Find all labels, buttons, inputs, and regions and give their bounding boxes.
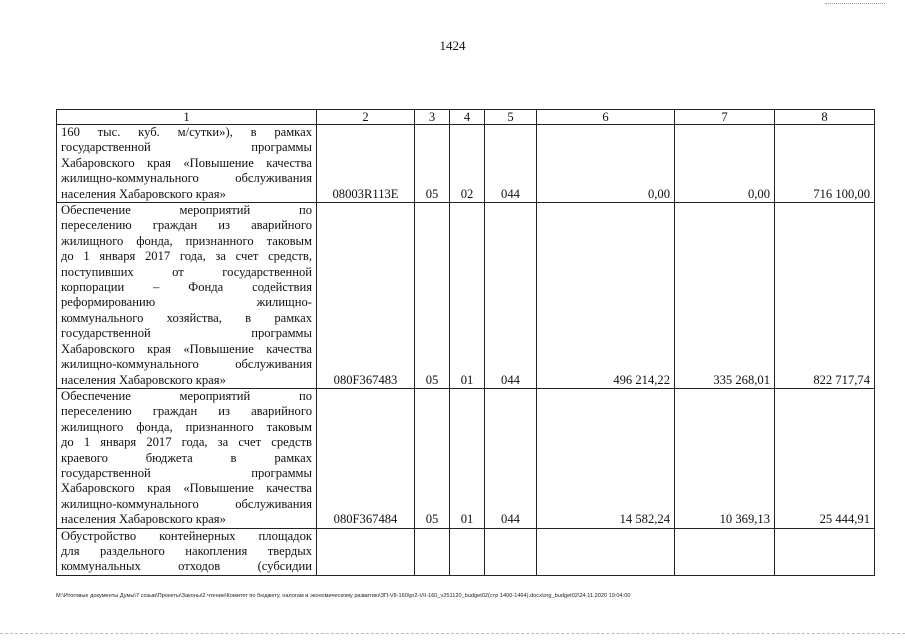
description-line: 160 тыс. куб. м/сутки»), в рамках bbox=[61, 125, 312, 139]
description-line: государственной программы bbox=[61, 465, 312, 480]
description-line: корпорации – Фонда содействия bbox=[61, 280, 312, 295]
description-line: до 1 января 2017 года, за счет средств, bbox=[61, 249, 312, 264]
column-header: 1 bbox=[57, 110, 317, 125]
column-header: 6 bbox=[537, 110, 675, 125]
description-line: жилищно-коммунального обслуживания bbox=[61, 357, 312, 372]
description-line: краевого бюджета в рамках bbox=[61, 450, 312, 465]
budget-table bbox=[56, 109, 875, 576]
amount-col-8: 822 717,74 bbox=[775, 203, 875, 389]
empty-cell bbox=[317, 528, 415, 575]
description-line: населения Хабаровского края» bbox=[61, 186, 226, 201]
description-line: поступивших от государственной bbox=[61, 264, 312, 279]
amount-col-7: 0,00 bbox=[675, 125, 775, 203]
page-edge-mark bbox=[825, 3, 885, 4]
description-line: населения Хабаровского края» bbox=[61, 512, 226, 527]
description-line: жилищно-коммунального обслуживания bbox=[61, 496, 312, 511]
empty-cell bbox=[415, 528, 450, 575]
column-header: 5 bbox=[485, 110, 537, 125]
table-row-continued bbox=[57, 528, 875, 575]
empty-cell bbox=[537, 528, 675, 575]
description-line: Обустройство контейнерных площадок bbox=[61, 528, 312, 543]
expense-type-code: 044 bbox=[485, 203, 537, 389]
subsection-code: 02 bbox=[450, 125, 485, 203]
description-line: государственной программы bbox=[61, 326, 312, 341]
description-line: коммунального хозяйства, в рамках bbox=[61, 310, 312, 325]
table-row bbox=[57, 388, 875, 528]
description-line: переселению граждан из аварийного bbox=[61, 404, 312, 419]
page-number: 1424 bbox=[439, 38, 466, 53]
column-header: 3 bbox=[415, 110, 450, 125]
description-line: жилищного фонда, признанного таковым bbox=[61, 419, 312, 434]
description-line: Хабаровского края «Повышение качества bbox=[61, 341, 312, 356]
description-line: реформированию жилищно- bbox=[61, 295, 312, 310]
empty-cell bbox=[775, 528, 875, 575]
description-line: Хабаровского края «Повышение качества bbox=[61, 155, 312, 170]
amount-col-8: 25 444,91 bbox=[775, 388, 875, 528]
description-line: Хабаровского края «Повышение качества bbox=[61, 481, 312, 496]
description-line: Обеспечение мероприятий по bbox=[61, 203, 312, 218]
description-line: жилищно-коммунального обслуживания bbox=[61, 171, 312, 186]
page-bottom-edge bbox=[0, 633, 905, 634]
section-code: 05 bbox=[415, 125, 450, 203]
table-row bbox=[57, 125, 875, 203]
amount-col-6: 0,00 bbox=[537, 125, 675, 203]
empty-cell bbox=[485, 528, 537, 575]
amount-col-7: 335 268,01 bbox=[675, 203, 775, 389]
empty-cell bbox=[450, 528, 485, 575]
description-line: для раздельного накопления твердых bbox=[61, 543, 312, 558]
table-header-row bbox=[57, 110, 875, 125]
description-line: коммунальных отходов (субсидии bbox=[61, 559, 312, 574]
expense-type-code: 044 bbox=[485, 125, 537, 203]
row-description bbox=[57, 125, 317, 203]
subsection-code: 01 bbox=[450, 388, 485, 528]
expense-type-code: 044 bbox=[485, 388, 537, 528]
column-header: 4 bbox=[450, 110, 485, 125]
row-description bbox=[57, 388, 317, 528]
row-description bbox=[57, 528, 317, 575]
description-line: до 1 января 2017 года, за счет средств bbox=[61, 435, 312, 450]
column-header: 8 bbox=[775, 110, 875, 125]
section-code: 05 bbox=[415, 203, 450, 389]
document-file-path: M:\Итоговые документы Думы\7 созыв\Проекты\Законы\2 чтение\Комитет по бюджету, налогам и экономическому развитию\ЗП-VII-160\pr2-VII-160_v251120_budget02(стр 1400-1464).docx\org_budget02\24.11.2020 19:04:00 bbox=[56, 593, 631, 599]
description-line: населения Хабаровского края» bbox=[61, 372, 226, 387]
target-article-code: 080F367484 bbox=[317, 388, 415, 528]
section-code: 05 bbox=[415, 388, 450, 528]
table-row bbox=[57, 203, 875, 389]
amount-col-7: 10 369,13 bbox=[675, 388, 775, 528]
target-article-code: 080F367483 bbox=[317, 203, 415, 389]
amount-col-6: 496 214,22 bbox=[537, 203, 675, 389]
amount-col-8: 716 100,00 bbox=[775, 125, 875, 203]
description-line: жилищного фонда, признанного таковым bbox=[61, 233, 312, 248]
target-article-code: 08003R113E bbox=[317, 125, 415, 203]
amount-col-6: 14 582,24 bbox=[537, 388, 675, 528]
description-line: переселению граждан из аварийного bbox=[61, 218, 312, 233]
description-line: государственной программы bbox=[61, 140, 312, 155]
empty-cell bbox=[675, 528, 775, 575]
row-description bbox=[57, 203, 317, 389]
column-header: 2 bbox=[317, 110, 415, 125]
subsection-code: 01 bbox=[450, 203, 485, 389]
description-line: Обеспечение мероприятий по bbox=[61, 388, 312, 403]
column-header: 7 bbox=[675, 110, 775, 125]
